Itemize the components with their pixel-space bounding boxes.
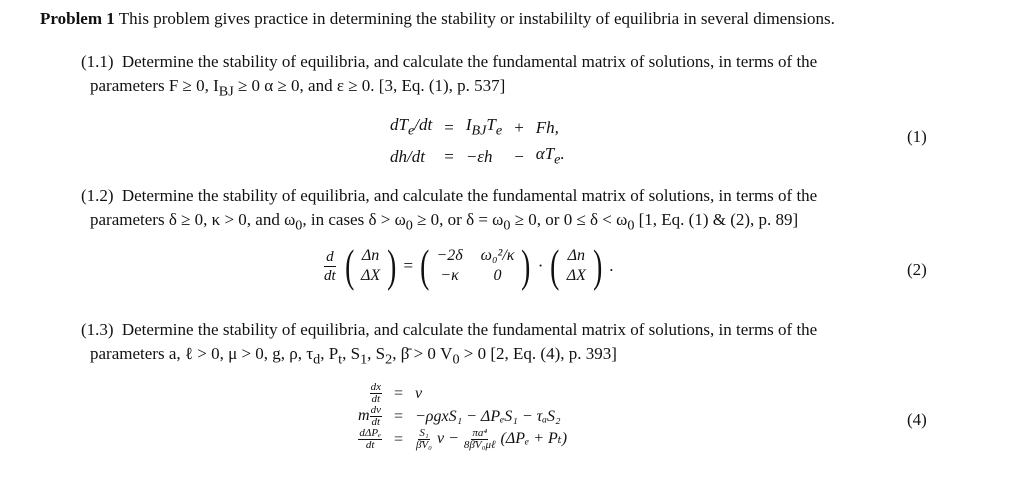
part-text: Determine the stability of equilibria, and calculate the fundamental matrix of solutions, in terms of the [121,186,818,205]
equation-1 [384,113,571,172]
params-text: parameters a, ℓ > 0, μ > 0, g, ρ, τ [90,344,314,363]
subscript: 1 [360,351,368,368]
part-number: (1.1) [81,52,114,71]
params-text: , S [342,344,361,363]
equals: = [444,147,454,167]
params-text: [1, Eq. (1) & (2), p. 89] [634,210,799,229]
subscript: 0 [503,217,511,234]
coefficient-matrix: −2δ ω₀²/κ −κ 0 [436,247,515,284]
part-1-2-line1 [81,184,961,208]
right-paren: ) [593,240,603,291]
subscript: d [313,351,321,368]
subscript: 0 [627,217,635,234]
lhs: dΔPₑ dt [359,427,381,451]
equation-row [384,113,571,142]
subscript: BJ [218,83,234,100]
equation-row [352,405,573,428]
operator: − [514,147,524,167]
params-text: , S [367,344,386,363]
rhs-term: Fh, [535,117,559,137]
rhs-term: $\alpha T_e$. [535,144,565,168]
params-text: ≥ 0 α ≥ 0, and ε ≥ 0. [3, Eq. (1), p. 537] [233,76,506,95]
rhs-term: −εh [465,147,493,167]
rhs: v [414,385,423,402]
part-text: Determine the stability of equilibria, and calculate the fundamental matrix of solutions, in terms of the [121,52,818,71]
derivative-operator: $\frac{d}{dt}$ [324,248,336,284]
left-paren: ( [420,240,430,291]
params-text: , β̄ > 0 V [392,344,453,363]
left-paren: ( [344,240,354,291]
subscript: t [338,351,343,368]
part-text: Determine the stability of equilibria, and calculate the fundamental matrix of solutions, in terms of the [121,320,818,339]
dot-operator: · [537,256,544,275]
params-text: parameters δ ≥ 0, κ > 0, and ω [90,210,296,229]
params-text: > 0 [2, Eq. (4), p. 393] [459,344,617,363]
params-text: , P [320,344,339,363]
rhs: $\frac{\text{S₁}}{\text{β̄V₀}}$ v − πa⁴ 8β̄V₀μℓ (ΔPₑ + Pₜ) [415,427,568,451]
part-1-2 [81,184,961,237]
rhs: −ρgxS₁ − ΔPₑS₁ − τₐS₂ [414,408,561,425]
part-number: (1.3) [81,320,114,339]
subscript: 0 [295,217,303,234]
equation-2 [322,240,614,291]
equation-number-1: (1) [907,127,927,146]
lhs: m $\frac{dv}{dt}$ [358,404,381,428]
part-1-2-line2 [81,208,961,237]
rhs-term: $I_{BJ}T_e$ [465,115,503,139]
params-text: parameters F ≥ 0, I [90,76,219,95]
equation-number-4: (4) [907,410,927,429]
equation-4 [352,382,573,451]
equation-1-table [384,113,571,172]
left-paren: ( [550,240,560,291]
params-text: ≥ 0, or δ = ω [412,210,504,229]
part-1-3-line2 [81,342,961,371]
equals: = [403,256,414,275]
right-paren: ) [521,240,531,291]
part-1-1-line2 [81,74,961,103]
equation-row [352,428,573,451]
equals: = [393,385,403,402]
params-text: , in cases δ > ω [302,210,406,229]
equation-number-2: (2) [907,260,927,279]
part-1-1 [81,50,961,103]
problem-text: This problem gives practice in determining the stability or instabililty of equilibria in several dimensions. [118,9,835,28]
equals: = [393,408,403,425]
equation-row [352,382,573,405]
lhs: $dT_e/dt$ [390,115,433,139]
problem-heading [40,9,835,29]
problem-label: Problem 1 [40,9,115,28]
subscript: 0 [452,351,460,368]
part-1-1-line1 [81,50,961,74]
equation-row [384,142,571,171]
part-1-3-line1 [81,318,961,342]
vector-left: Δn ΔX [361,247,381,284]
right-paren: ) [387,240,397,291]
lhs: dh/dt [390,147,425,167]
lhs: $\frac{dx}{dt}$ [370,381,381,405]
part-number: (1.2) [81,186,114,205]
subscript: 2 [385,351,393,368]
subscript: 0 [405,217,413,234]
operator: + [514,117,524,137]
vector-right: Δn ΔX [566,247,586,284]
params-text: ≥ 0, or 0 ≤ δ < ω [510,210,628,229]
equals: = [444,117,454,137]
equals: = [393,431,403,448]
period: . [609,256,614,275]
part-1-3 [81,318,961,371]
equation-4-table [352,382,573,451]
